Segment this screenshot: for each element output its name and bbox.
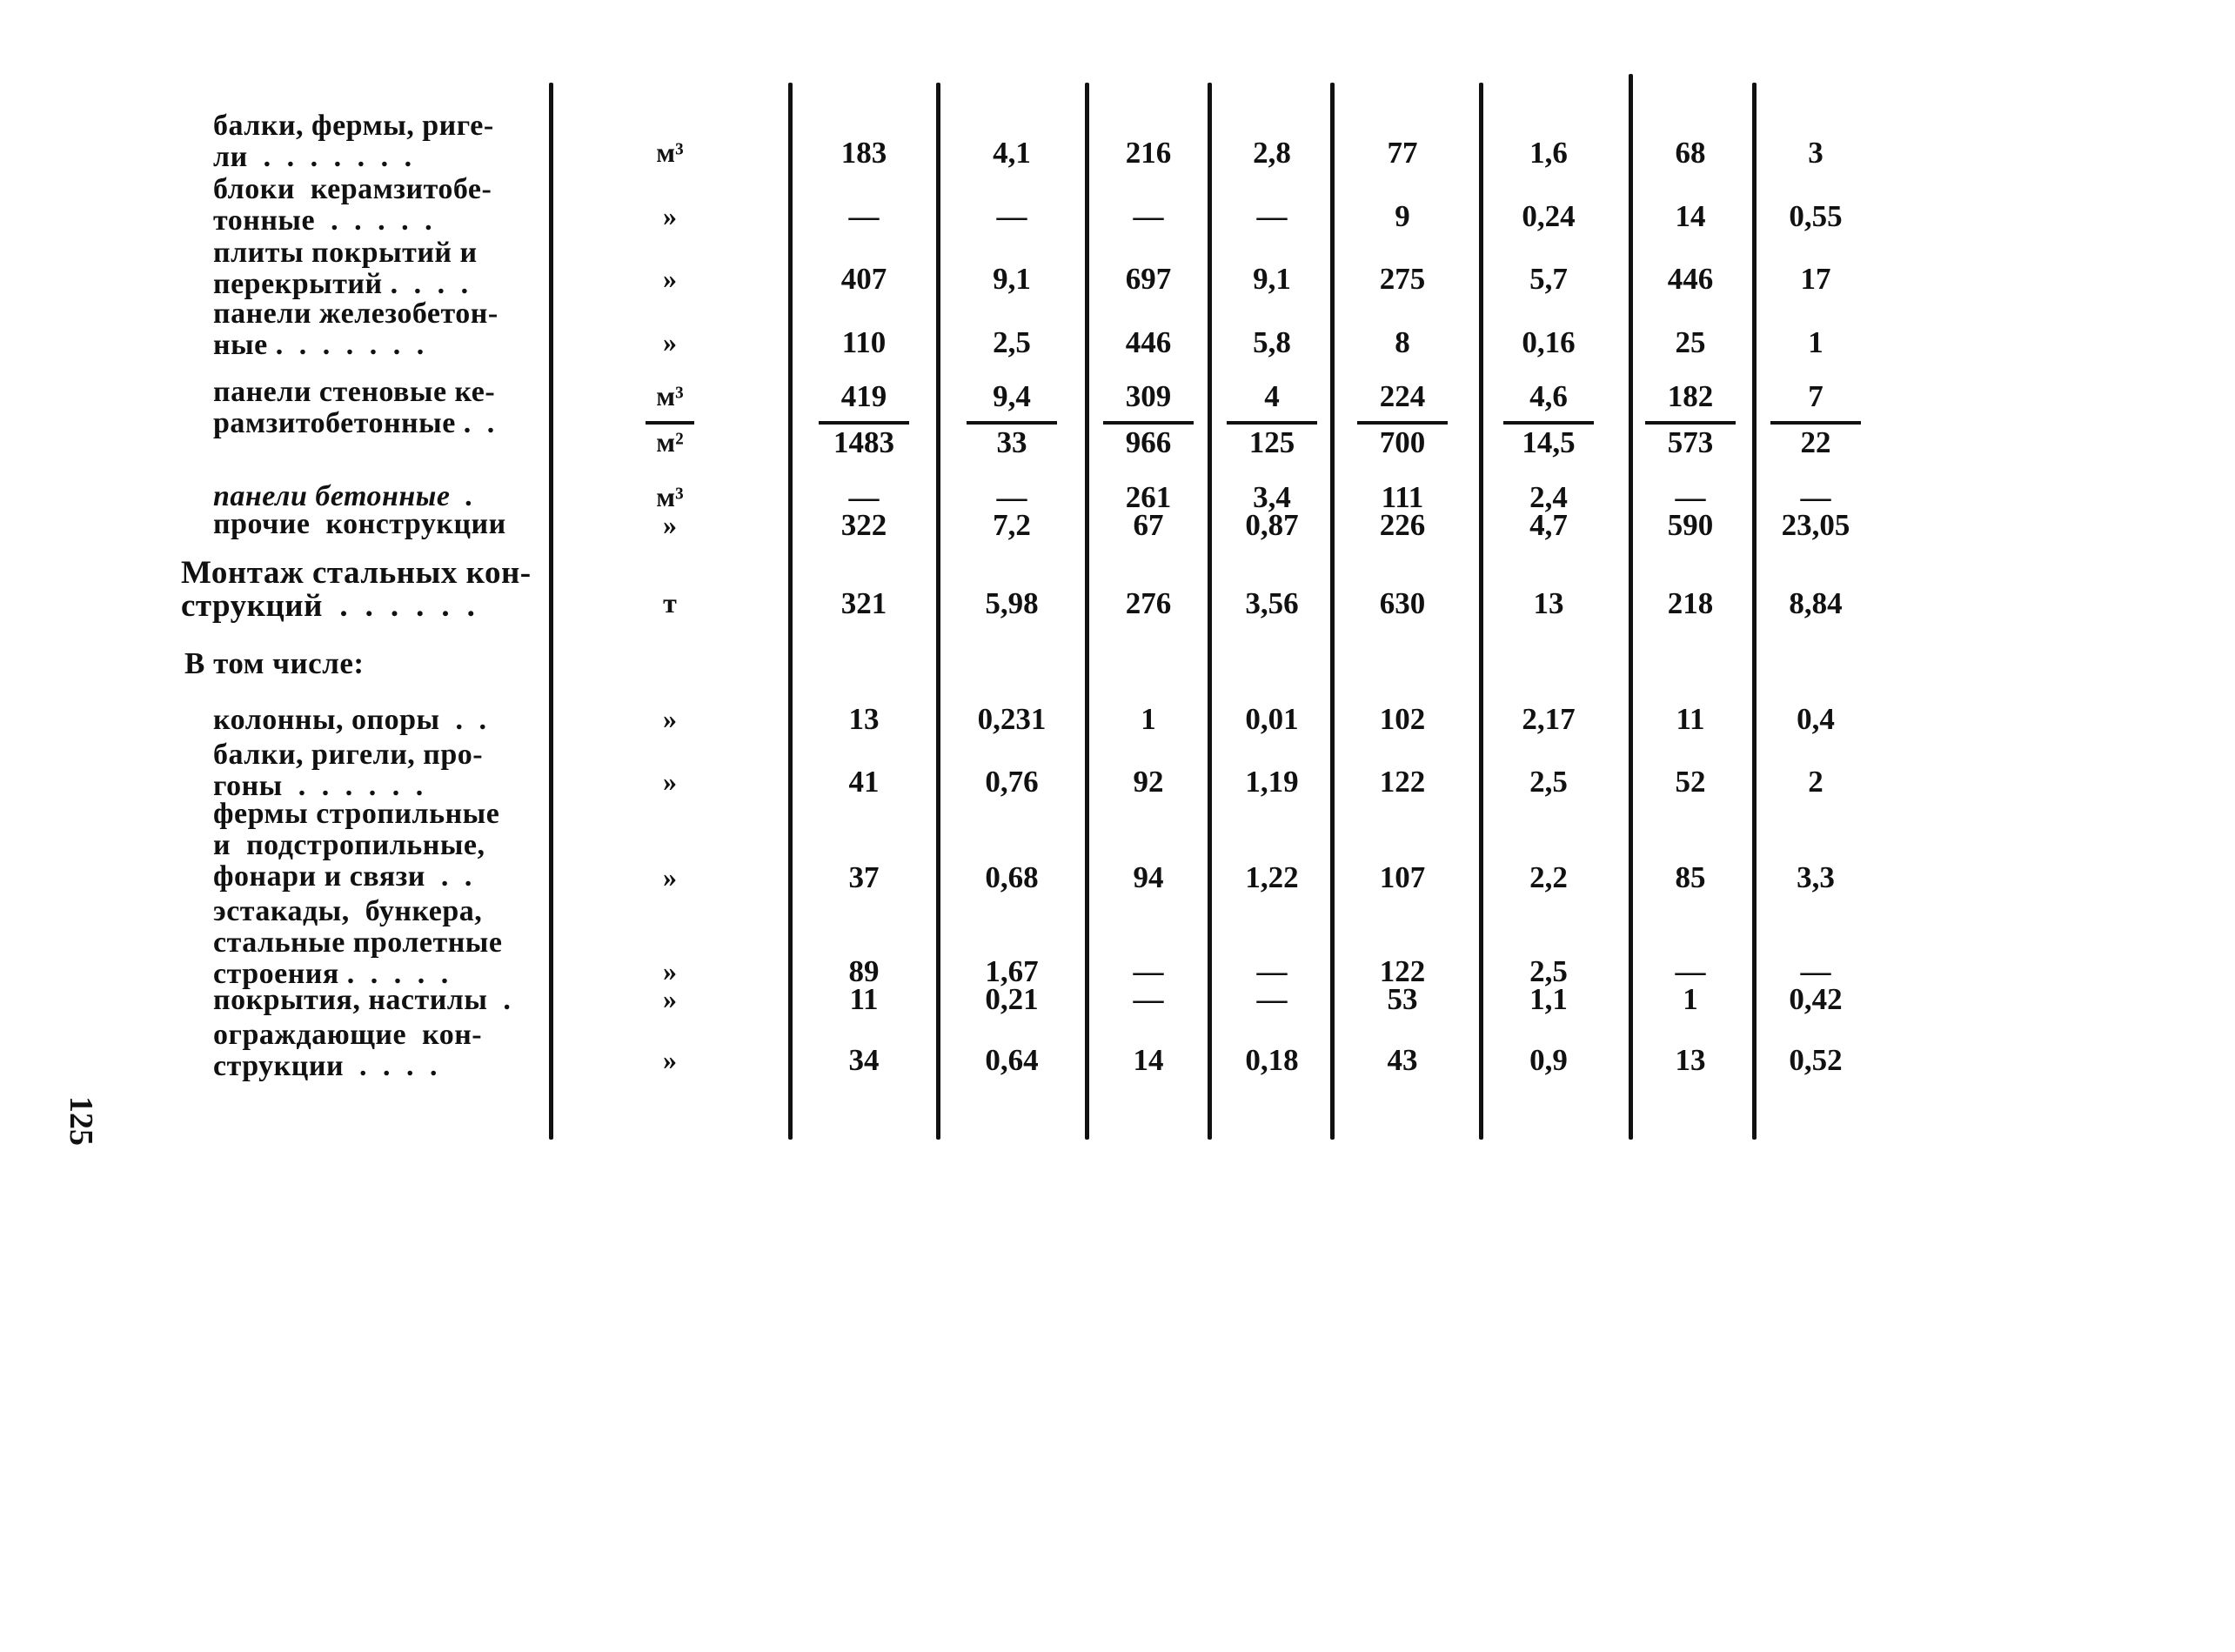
value-cell: 0,01	[1245, 702, 1299, 736]
value-cell: 3,3	[1797, 860, 1835, 894]
row-label: панели железобетон- ные . . . . . . .	[213, 298, 499, 361]
value-cell: 630	[1379, 586, 1426, 620]
value-cell: —	[1800, 480, 1831, 514]
value-cell: 8	[1395, 325, 1410, 359]
value-cell: 0,87	[1245, 508, 1299, 542]
value-cell: 0,64	[985, 1043, 1039, 1077]
column-divider	[549, 83, 553, 1140]
row-label: балки, фермы, риге- ли . . . . . . .	[213, 110, 494, 173]
fraction-bar	[1357, 421, 1448, 425]
row-label: колонны, опоры . .	[213, 704, 487, 736]
value-cell: 89	[848, 954, 880, 988]
value-cell: 0,4	[1797, 702, 1835, 736]
value-cell: 25	[1675, 325, 1706, 359]
value-cell: 0,24	[1522, 199, 1576, 233]
fraction-bar	[1503, 421, 1594, 425]
row-label: Монтаж стальных кон- струкций . . . . . .	[181, 555, 532, 624]
value-cell-denominator: 700	[1379, 425, 1426, 459]
value-cell: 9,4	[993, 379, 1031, 413]
value-cell: 4,1	[993, 136, 1031, 170]
unit-cell: м³	[656, 380, 684, 411]
page-number: 125	[63, 1096, 99, 1146]
unit-cell: »	[663, 983, 677, 1014]
value-cell: 8,84	[1789, 586, 1843, 620]
value-cell: 43	[1387, 1043, 1418, 1077]
value-cell: 0,68	[985, 860, 1039, 894]
value-cell: 68	[1675, 136, 1706, 170]
row-label: балки, ригели, про- гоны . . . . . .	[213, 739, 484, 802]
value-cell: —	[996, 199, 1027, 233]
value-cell: 446	[1125, 325, 1172, 359]
value-cell: 0,16	[1522, 325, 1576, 359]
value-cell: 53	[1387, 982, 1418, 1016]
fraction-bar	[819, 421, 909, 425]
unit-cell: м³	[656, 481, 684, 512]
value-cell: 321	[840, 586, 887, 620]
value-cell: 1,1	[1529, 982, 1568, 1016]
value-cell: 11	[1676, 702, 1705, 736]
value-cell: 275	[1379, 262, 1426, 296]
value-cell: 446	[1667, 262, 1714, 296]
value-cell: 41	[848, 765, 880, 799]
value-cell: 183	[840, 136, 887, 170]
unit-cell: м³	[656, 137, 684, 168]
value-cell: —	[1256, 954, 1288, 988]
value-cell: 111	[1381, 480, 1424, 514]
value-cell: —	[1675, 480, 1706, 514]
value-cell: 276	[1125, 586, 1172, 620]
value-cell: 0,52	[1789, 1043, 1843, 1077]
value-cell: —	[1133, 982, 1164, 1016]
value-cell: —	[1133, 199, 1164, 233]
value-cell: 218	[1667, 586, 1714, 620]
unit-cell: т	[663, 587, 677, 619]
value-cell: 14	[1675, 199, 1706, 233]
value-cell: 13	[1533, 586, 1564, 620]
value-cell: 9,1	[993, 262, 1031, 296]
value-cell: 1	[1141, 702, 1156, 736]
value-cell: 37	[848, 860, 880, 894]
value-cell: 1	[1683, 982, 1698, 1016]
column-divider	[788, 83, 793, 1140]
value-cell-denominator: 14,5	[1522, 425, 1576, 459]
value-cell: 419	[840, 379, 887, 413]
value-cell: 1	[1808, 325, 1823, 359]
unit-cell: »	[663, 200, 677, 231]
fraction-bar	[1645, 421, 1736, 425]
value-cell: 226	[1379, 508, 1426, 542]
value-cell: 13	[1675, 1043, 1706, 1077]
value-cell: —	[1256, 982, 1288, 1016]
value-cell: 0,231	[977, 702, 1047, 736]
value-cell: 0,21	[985, 982, 1039, 1016]
value-cell: 9	[1395, 199, 1410, 233]
value-cell: 2,17	[1522, 702, 1576, 736]
value-cell: 94	[1133, 860, 1164, 894]
value-cell: 9,1	[1253, 262, 1291, 296]
value-cell: 322	[840, 508, 887, 542]
value-cell: —	[996, 480, 1027, 514]
row-label: В том числе:	[184, 646, 365, 680]
value-cell: 0,18	[1245, 1043, 1299, 1077]
value-cell: —	[1256, 199, 1288, 233]
value-cell: 1,6	[1529, 136, 1568, 170]
value-cell: 5,8	[1253, 325, 1291, 359]
value-cell: 2,2	[1529, 860, 1568, 894]
value-cell: 2,4	[1529, 480, 1568, 514]
value-cell: —	[1675, 954, 1706, 988]
unit-cell-denominator: м²	[656, 426, 684, 458]
unit-cell: »	[663, 509, 677, 540]
value-cell-denominator: 22	[1800, 425, 1831, 459]
value-cell: 7,2	[993, 508, 1031, 542]
row-label: плиты покрытий и перекрытий . . . .	[213, 237, 478, 300]
fraction-bar	[967, 421, 1057, 425]
value-cell: —	[848, 480, 880, 514]
value-cell: 85	[1675, 860, 1706, 894]
value-cell: 261	[1125, 480, 1172, 514]
unit-cell: »	[663, 326, 677, 358]
unit-cell: »	[663, 703, 677, 734]
row-label: покрытия, настилы .	[213, 984, 512, 1016]
row-label: эстакады, бункера, стальные пролетные строения . . . . .	[213, 895, 503, 990]
value-cell: 216	[1125, 136, 1172, 170]
fraction-bar	[1103, 421, 1194, 425]
value-cell: 4,7	[1529, 508, 1568, 542]
value-cell: 1,19	[1245, 765, 1299, 799]
value-cell: 4	[1264, 379, 1280, 413]
value-cell: 67	[1133, 508, 1164, 542]
unit-cell: »	[663, 861, 677, 893]
value-cell: 7	[1808, 379, 1823, 413]
value-cell: 110	[841, 325, 887, 359]
value-cell: 590	[1667, 508, 1714, 542]
value-cell: 2,5	[1529, 765, 1568, 799]
value-cell-denominator: 33	[996, 425, 1027, 459]
value-cell: 13	[848, 702, 880, 736]
value-cell: —	[848, 199, 880, 233]
value-cell: 0,42	[1789, 982, 1843, 1016]
value-cell: 11	[849, 982, 879, 1016]
value-cell: 14	[1133, 1043, 1164, 1077]
value-cell: 0,76	[985, 765, 1039, 799]
value-cell: 4,6	[1529, 379, 1568, 413]
value-cell: 2,8	[1253, 136, 1291, 170]
value-cell: 23,05	[1781, 508, 1850, 542]
value-cell-denominator: 966	[1125, 425, 1172, 459]
value-cell-denominator: 573	[1667, 425, 1714, 459]
unit-cell: »	[663, 766, 677, 797]
value-cell: 697	[1125, 262, 1172, 296]
value-cell: 17	[1800, 262, 1831, 296]
row-label: панели стеновые ке- рамзитобетонные . .	[213, 376, 496, 439]
row-label: прочие конструкции	[213, 508, 506, 540]
value-cell: 0,55	[1789, 199, 1843, 233]
value-cell: 182	[1667, 379, 1714, 413]
value-cell: 2	[1808, 765, 1823, 799]
value-cell: 5,98	[985, 586, 1039, 620]
column-divider	[936, 83, 940, 1140]
value-cell: 122	[1379, 954, 1426, 988]
fraction-bar	[646, 421, 694, 425]
value-cell: 3	[1808, 136, 1823, 170]
value-cell: 102	[1379, 702, 1426, 736]
value-cell-denominator: 125	[1248, 425, 1295, 459]
fraction-bar	[1770, 421, 1861, 425]
value-cell: 92	[1133, 765, 1164, 799]
value-cell: 3,56	[1245, 586, 1299, 620]
unit-cell: »	[663, 955, 677, 987]
value-cell: 5,7	[1529, 262, 1568, 296]
value-cell: 2,5	[1529, 954, 1568, 988]
value-cell: 0,9	[1529, 1043, 1568, 1077]
value-cell: 407	[840, 262, 887, 296]
value-cell: 3,4	[1253, 480, 1291, 514]
value-cell: 1,67	[985, 954, 1039, 988]
fraction-bar	[1227, 421, 1317, 425]
value-cell-denominator: 1483	[833, 425, 894, 459]
value-cell: 77	[1387, 136, 1418, 170]
value-cell: 2,5	[993, 325, 1031, 359]
row-label: фермы стропильные и подстропильные, фонари и связи . .	[213, 798, 500, 893]
value-cell: 52	[1675, 765, 1706, 799]
value-cell: 107	[1379, 860, 1426, 894]
value-cell: —	[1800, 954, 1831, 988]
unit-cell: »	[663, 263, 677, 294]
row-label: блоки керамзитобе- тонные . . . . .	[213, 173, 492, 237]
value-cell: 224	[1379, 379, 1426, 413]
row-label: ограждающие кон- струкции . . . .	[213, 1019, 483, 1082]
value-cell: 34	[848, 1043, 880, 1077]
value-cell: —	[1133, 954, 1164, 988]
value-cell: 1,22	[1245, 860, 1299, 894]
value-cell: 122	[1379, 765, 1426, 799]
unit-cell: »	[663, 1044, 677, 1075]
value-cell: 309	[1125, 379, 1172, 413]
row-label: панели бетонные .	[213, 480, 474, 512]
